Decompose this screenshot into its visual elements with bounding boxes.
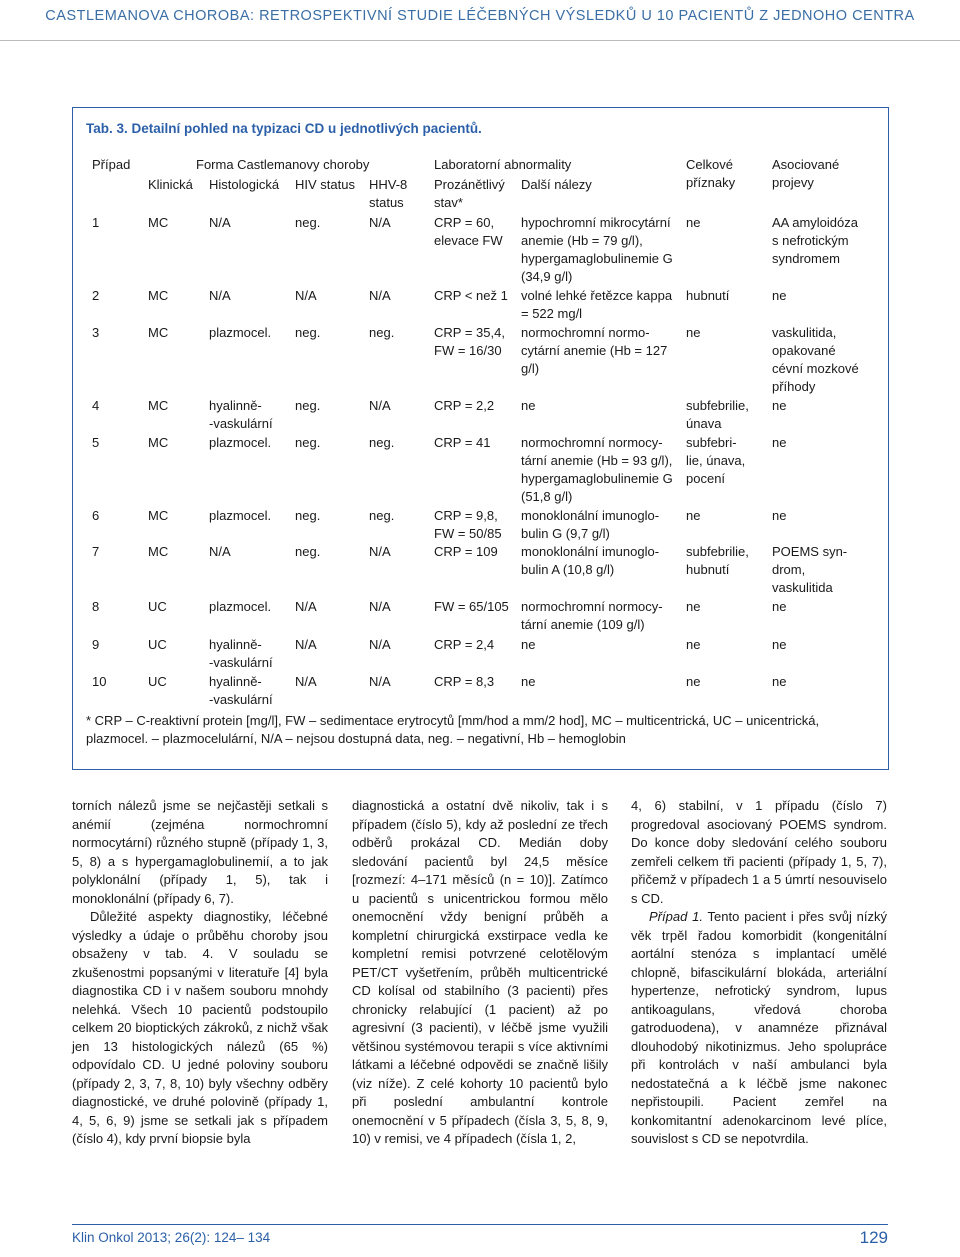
table-cell: 5: [92, 435, 100, 450]
running-header: CASTLEMANOVA CHOROBA: RETROSPEKTIVNÍ STUDIE LÉČEBNÝCH VÝSLEDKŮ U 10 PACIENTŮ Z JEDNOHO CENTRA: [45, 8, 915, 24]
case-text: Tento pacient i přes svůj nízký věk trpěl řadou komorbidit (kongenitální aortální stenóza s implantací umělé chlopně, bifascikulární blokáda, arteriální hypertenze, nefrotický syndrom, lupus antikoagulans, vředová choroba gatroduodena), v anamnéze přiznával dlouhodobý nikotinizmus. Jeho spolupráce při kontrolách v naší ambulanci byla nedostatečná a k léčbě jsme nakonec nepřistoupili. Pacient zemřel na konkomitantní adenokarcinom levé plíce, souvislost s CD se nepotvrdila.: [631, 909, 887, 1146]
table-cell: AA amyloidóza s nefrotickým syndromem: [772, 215, 858, 266]
table-cell: neg.: [295, 435, 321, 450]
footer-divider: [72, 1224, 888, 1225]
table-cell: hypochromní mikrocytární anemie (Hb = 79 g/l), hypergamaglobulinemie G (34,9 g/l): [521, 215, 673, 284]
table-cell: neg.: [369, 508, 395, 523]
table-cell: plazmocel.: [209, 599, 272, 614]
table-cell: hyalinně- -vaskulární: [209, 398, 273, 431]
table-cell: hubnutí: [686, 288, 730, 303]
col-header-histologicka: Histologická: [209, 177, 280, 192]
col-header-hhv: HHV-8 status: [369, 177, 408, 210]
table-cell: ne: [772, 674, 787, 689]
paragraph: Důležité aspekty diagnostiky, léčebné výsledky a údaje o průběhu choroby jsou obsaženy v tab. 4. V souladu se zkušenostmi popsanými v literatuře [4] byla diagnostika CD i v našem souboru mnohdy nelehká. Všech 10 pacientů podstoupilo celkem 20 bioptických zákroků, z nichž však jen 13 histologických nálezů (65 %) odpovídalo CD. U jedné poloviny souboru (případy 2, 3, 7, 8, 10) byly všechny odběry diagnostické, ve druhé polovině (případy 1, 4, 5, 6, 9) jsme se setkali jak s případem (číslo 4), kdy první biopsie byla: [72, 909, 328, 1146]
table-cell: 8: [92, 599, 100, 614]
table-cell: vaskulitida, opakované cévní mozkové příhody: [772, 325, 859, 394]
table-cell: ne: [686, 637, 701, 652]
table-cell: monoklonální imunoglo- bulin G (9,7 g/l): [521, 508, 660, 541]
table-cell: N/A: [369, 215, 391, 230]
table-cell: neg.: [295, 325, 321, 340]
table-cell: ne: [686, 215, 701, 230]
table-cell: POEMS syn- drom, vaskulitida: [772, 544, 848, 595]
col-header-forma: Forma Castlemanovy choroby: [196, 157, 370, 172]
table-caption: Tab. 3. Detailní pohled na typizaci CD u jednotlivých pacientů.: [86, 121, 482, 136]
table-cell: ne: [772, 508, 787, 523]
table-cell: 9: [92, 637, 100, 652]
table-cell: neg.: [369, 325, 395, 340]
body-column-2: [352, 797, 608, 1149]
table-cell: UC: [148, 599, 167, 614]
table-cell: neg.: [295, 215, 321, 230]
table-cell: MC: [148, 325, 169, 340]
table-cell: plazmocel.: [209, 508, 272, 523]
case-label: Případ 1.: [649, 909, 703, 924]
paragraph: diagnostická a ostatní dvě nikoliv, tak i s případem (číslo 5), kdy až poslední ze třech odběrů prokázal CD. Medián doby sledování pacientů byl 24,5 měsíce [rozmezí: 4–171 měsíců (n = 10)]. Zatímco u pacientů s unicentrickou formou mělo onemocnění vždy benigní průběh a kompletní chirurgická exstirpace vedla ke kompletní remisi potvrzené celotělovým PET/CT vyšetřením, průběh multicentrické CD kolísal od stabilního (3 pacienti) přes chronicky relabující (1 pacient) až po agresivní (3 pacienti), v léčbě jsme využili většinou systémovou terapii s více aktivními látkami a léčebné odpovědi se značně lišily (viz níže). Z celé kohorty 10 pacientů bylo při poslední ambulantní kontrole onemocnění v 5 případech (čísla 3, 5, 8, 9, 10) v remisi, ve 4 případech (čísla 1, 2,: [352, 798, 608, 1146]
table-cell: N/A: [369, 544, 391, 559]
table-cell: subfebri- lie, únava, pocení: [686, 435, 746, 486]
table-cell: 3: [92, 325, 100, 340]
table-cell: subfebrilie, hubnutí: [686, 544, 749, 577]
paragraph: torních nálezů jsme se nejčastěji setkali s anémií (zejména normochromní normocytární) různého stupně (případy 1, 3, 5, 8) a s hypergamaglobulinemií, a to jak polyklonální (případy 1, 5), tak i monoklonální (případy 6, 7).: [72, 798, 328, 906]
journal-citation: Klin Onkol 2013; 26(2): 124– 134: [72, 1230, 271, 1245]
table-cell: CRP = 109: [434, 544, 498, 559]
paragraph: 4, 6) stabilní, v 1 případu (číslo 7) progredoval asociovaný POEMS syndrom. Do konce doby sledování celého souboru zemřeli celkem tři pacienti (případy 1, 5, 7), přičemž v případech 1 a 5 úmrtí nesouviselo s CD.: [631, 798, 887, 906]
col-header-hiv: HIV status: [295, 177, 355, 192]
table-cell: CRP = 2,2: [434, 398, 495, 413]
table-cell: N/A: [209, 544, 231, 559]
table-cell: N/A: [209, 288, 231, 303]
table-cell: ne: [686, 674, 701, 689]
col-header-lab: Laboratorní abnormality: [434, 157, 572, 172]
table-cell: ne: [521, 674, 536, 689]
table-cell: N/A: [295, 288, 317, 303]
table-cell: MC: [148, 435, 169, 450]
table-cell: 10: [92, 674, 107, 689]
table-cell: UC: [148, 674, 167, 689]
table-cell: N/A: [295, 674, 317, 689]
table-cell: 7: [92, 544, 100, 559]
table-cell: normochromní normocy- tární anemie (109 g/l): [521, 599, 663, 632]
table-cell: ne: [772, 435, 787, 450]
table-cell: CRP = 9,8, FW = 50/85: [434, 508, 502, 541]
table-cell: neg.: [369, 435, 395, 450]
table-cell: neg.: [295, 544, 321, 559]
table-cell: 4: [92, 398, 100, 413]
table-cell: N/A: [295, 637, 317, 652]
table-cell: ne: [521, 398, 536, 413]
page-number: 129: [859, 1228, 888, 1247]
table-cell: neg.: [295, 398, 321, 413]
header-divider: [0, 40, 960, 41]
table-cell: N/A: [369, 637, 391, 652]
table-cell: 2: [92, 288, 100, 303]
col-header-celkove: Celkové příznaky: [686, 157, 736, 190]
table-cell: N/A: [369, 599, 391, 614]
table-cell: CRP = 60, elevace FW: [434, 215, 503, 248]
table-cell: normochromní normo- cytární anemie (Hb = 127 g/l): [521, 325, 668, 376]
table-cell: CRP = 2,4: [434, 637, 495, 652]
table-cell: MC: [148, 215, 169, 230]
col-header-pripad: Případ: [92, 157, 131, 172]
table-cell: MC: [148, 508, 169, 523]
table-cell: ne: [686, 599, 701, 614]
paragraph: [631, 908, 887, 1149]
table-cell: N/A: [209, 215, 231, 230]
table-cell: volné lehké řetězce kappa = 522 mg/l: [521, 288, 673, 321]
body-column-1: [72, 797, 328, 1149]
table-cell: MC: [148, 288, 169, 303]
table-cell: subfebrilie, únava: [686, 398, 749, 431]
table-cell: plazmocel.: [209, 325, 272, 340]
table-cell: hyalinně- -vaskulární: [209, 674, 273, 707]
table-cell: CRP < než 1: [434, 288, 508, 303]
table-cell: N/A: [369, 674, 391, 689]
table-cell: MC: [148, 544, 169, 559]
col-header-prozanetlivy: Prozánětlivý stav*: [434, 177, 505, 210]
table-cell: ne: [772, 637, 787, 652]
table-cell: neg.: [295, 508, 321, 523]
table-cell: ne: [686, 508, 701, 523]
table-cell: hyalinně- -vaskulární: [209, 637, 273, 670]
table-cell: ne: [521, 637, 536, 652]
body-column-3: [631, 797, 887, 1149]
table-cell: N/A: [295, 599, 317, 614]
table-cell: 1: [92, 215, 100, 230]
table-cell: plazmocel.: [209, 435, 272, 450]
table-cell: ne: [772, 398, 787, 413]
table-cell: monoklonální imunoglo- bulin A (10,8 g/l): [521, 544, 660, 577]
col-header-dalsi: Další nálezy: [521, 177, 592, 192]
table-cell: 6: [92, 508, 100, 523]
col-header-klinicka: Klinická: [148, 177, 193, 192]
table-cell: MC: [148, 398, 169, 413]
table-cell: CRP = 41: [434, 435, 491, 450]
table-cell: FW = 65/105: [434, 599, 509, 614]
table-cell: normochromní normocy- tární anemie (Hb = 93 g/l), hypergamaglobulinemie G (51,8 g/l): [521, 435, 673, 504]
table-cell: N/A: [369, 398, 391, 413]
table-cell: N/A: [369, 288, 391, 303]
col-header-asoc: Asociované projevy: [772, 157, 840, 190]
table-cell: CRP = 35,4, FW = 16/30: [434, 325, 505, 358]
table-footnote: * CRP – C-reaktivní protein [mg/l], FW – sedimentace erytrocytů [mm/hod a mm/2 hod], MC – multicentrická, UC – unicentrická, plazmocel. – plazmocelulární, N/A – nejsou dostupná data, neg. – negativní, Hb – hemoglobin: [86, 713, 820, 746]
table-cell: UC: [148, 637, 167, 652]
table-cell: ne: [686, 325, 701, 340]
table-cell: ne: [772, 288, 787, 303]
table-cell: CRP = 8,3: [434, 674, 495, 689]
table-cell: ne: [772, 599, 787, 614]
